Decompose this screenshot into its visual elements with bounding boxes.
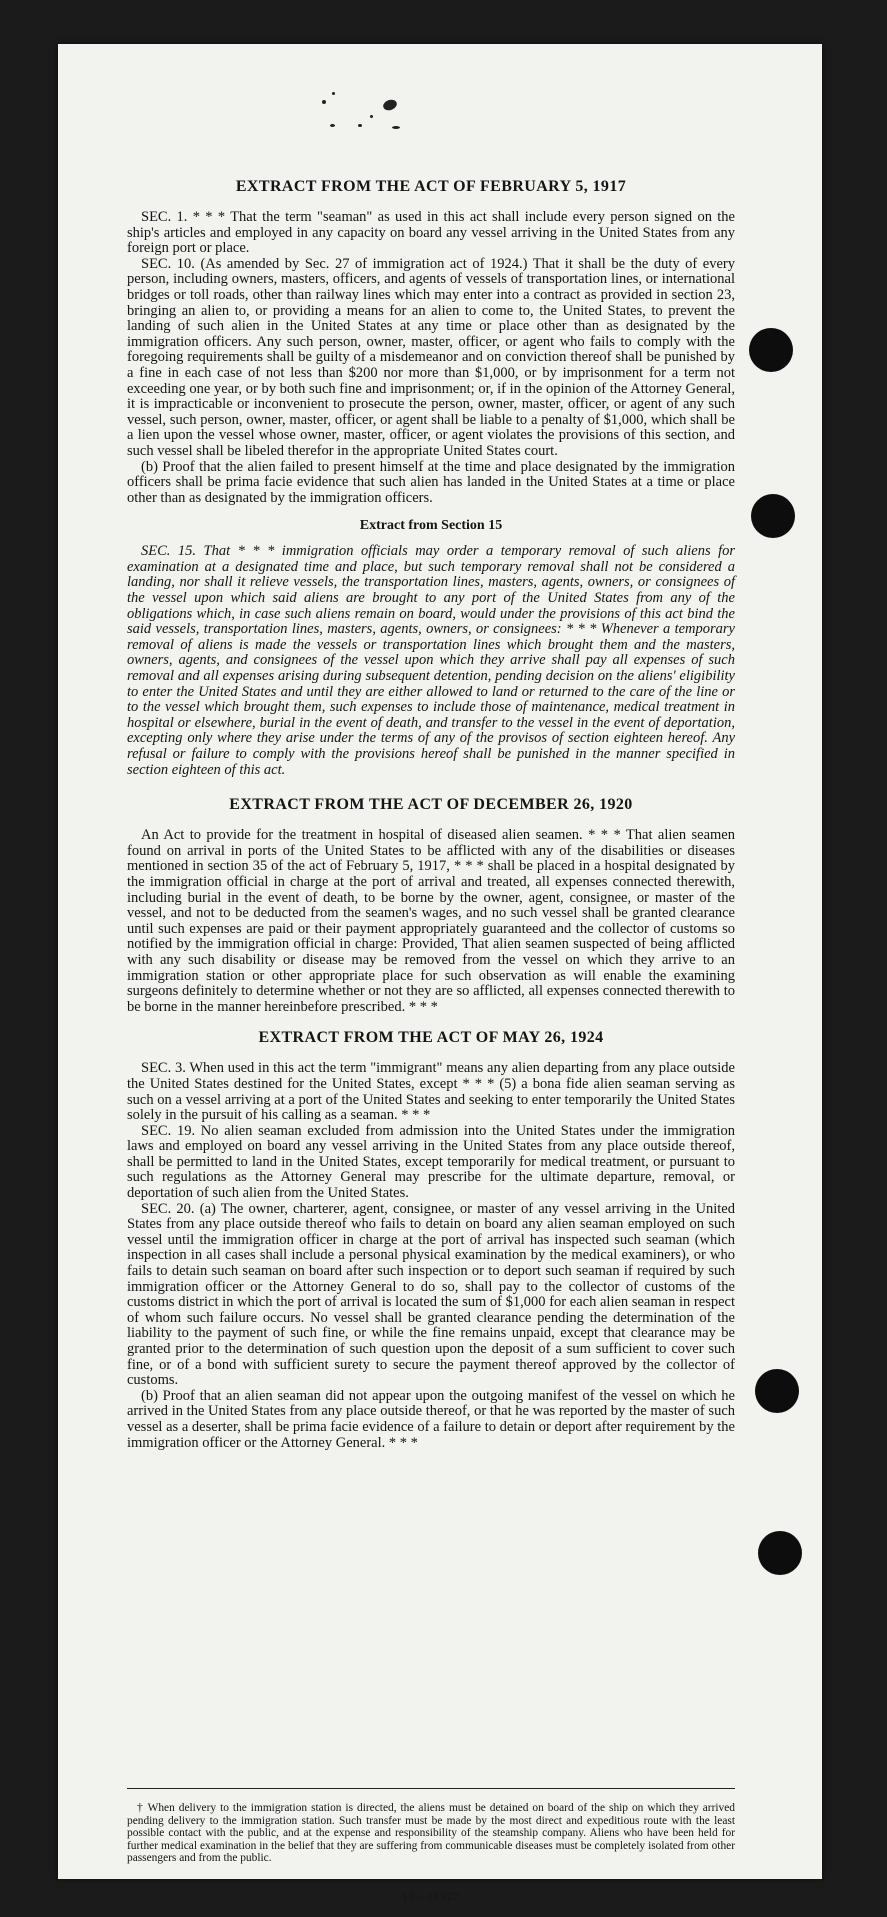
section-heading: EXTRACT FROM THE ACT OF DECEMBER 26, 1920	[229, 796, 633, 814]
ink-speck	[332, 92, 335, 95]
paragraph: SEC. 10. (As amended by Sec. 27 of immigration act of 1924.) That it shall be the duty of every person, including owners, masters, officers, and agents of vessels of transportation lines, or international bridges or toll roads, other than railway lines which may enter into a contract as provided in section 23, bringing an alien to, or providing a means for an alien to come to, the United States, to prevent the landing of such alien in the United States at any time or place other than as designated by the immigration officers. Any such person, owner, master, officer, or agent who fails to comply with the foregoing requirements shall be guilty of a misdemeanor and on conviction thereof shall be punished by a fine in each case of not less than $200 nor more than $1,000, or by imprisonment for a term not exceeding one year, or by both such fine and imprisonment; or, if in the opinion of the Attorney General, it is impracticable or inconvenient to prosecute the person, owner, master, officer, or agent of any such vessel, such person, owner, master, officer, or agent shall be liable to a penalty of $1,000, which shall be a lien upon the vessel whose owner, master, officer, or agent violates the provisions of this section, and such vessel shall be libeled therefor in the appropriate United States court.	[127, 255, 735, 459]
paragraph: An Act to provide for the treatment in hospital of diseased alien seamen. * * * That alien seamen found on arrival in ports of the United States to be afflicted with any of the disabilities or diseases mentioned in section 35 of the act of February 5, 1917, * * * shall be placed in a hospital designated by the immigration official in charge at the port of arrival and treated, all expenses connected therewith, including burial in the event of death, to be borne by the owner, agent, consignee, or master of the vessel, and not to be deducted from the seamen's wages, and no such vessel shall be granted clearance until such expenses are paid or their payment appropriately guaranteed and the collector of customs so notified by the immigration official in charge: Provided, That alien seamen suspected of being afflicted with any such disability or disease may be removed from the vessel on which they arrive to an immigration station or other appropriate place for such observation as will enable the examining surgeons definitely to determine whether or not they are so afflicted, all expenses connected therewith to be borne in the manner hereinbefore prescribed. * * *	[127, 827, 735, 1015]
ink-speck	[382, 98, 399, 112]
paragraph: SEC. 3. When used in this act the term "immigrant" means any alien departing from any place outside the United States destined for the United States, except * * * (5) a bona fide alien seaman serving as such on a vessel arriving at a port of the United States and seeking to enter temporarily the United States solely in the pursuit of his calling as a seaman. * * *	[127, 1060, 735, 1124]
binding-hole	[758, 1531, 802, 1575]
binding-hole	[751, 494, 795, 538]
section-heading: Extract from Section 15	[359, 518, 503, 534]
document-page	[58, 44, 822, 1903]
footnote-divider	[127, 1788, 735, 1789]
section-heading: EXTRACT FROM THE ACT OF MAY 26, 1924	[258, 1029, 604, 1047]
binding-hole	[749, 328, 793, 372]
section-15-extract	[127, 518, 735, 778]
page-number: 16—18927	[402, 1891, 460, 1903]
ink-speck	[370, 115, 373, 118]
paragraph: SEC. 20. (a) The owner, charterer, agent, consignee, or master of any vessel arriving in the United States from any place outside thereof who fails to detain on board any alien seaman employed on such vessel until the immigration officer in charge at the port of arrival has inspected such seaman (which inspection in all cases shall include a personal physical examination by the medical examiners), or who fails to detain such seaman on board after such inspection or to deport such seaman if required by such immigration officer or the Attorney General to do so, shall pay to the collector of customs of the customs district in which the port of arrival is located the sum of $1,000 for each alien seaman in respect of whom such failure occurs. No vessel shall be granted clearance pending the determination of the liability to the payment of such fine, or while the fine remains unpaid, except that clearance may be granted prior to the determination of such question upon the deposit of a sum sufficient to cover such fine, or of a bond with sufficient surety to secure the payment thereof approved by the collector of customs.	[127, 1200, 735, 1389]
paragraph: (b) Proof that the alien failed to present himself at the time and place designated by the immigration officers shall be prima facie evidence that such alien has landed in the United States at a time or place other than as designated by the immigration officers.	[127, 458, 735, 506]
paragraph: SEC. 19. No alien seaman excluded from admission into the United States under the immigration laws and employed on board any vessel arriving in the United States from any place outside thereof, shall be permitted to land in the United States, except temporarily for medical treatment, or pursuant to such regulations as the Attorney General may prescribe for the ultimate departure, removal, or deportation of such alien from the United States.	[127, 1122, 735, 1202]
document-body	[127, 178, 735, 1903]
section-act-1917	[127, 178, 735, 506]
ink-speck	[392, 126, 400, 129]
section-heading: EXTRACT FROM THE ACT OF FEBRUARY 5, 1917	[235, 178, 627, 195]
footnote: † When delivery to the immigration station is directed, the aliens must be detained on board of the ship on which they arrived pending delivery to the immigration station. Such transfer must be made by the most direct and expeditious route with the least possible contact with the public, and at the expense and responsibility of the steamship company. Aliens who have been held for further medical examination in the belief that they are suffering from communicable diseases must be completely isolated from other passengers and from the public.	[127, 1802, 735, 1865]
ink-speck	[358, 124, 362, 127]
paragraph: SEC. 1. * * * That the term "seaman" as used in this act shall include every person signed on the ship's articles and employed in any capacity on board any vessel arriving in the United States from any foreign port or place.	[127, 209, 735, 257]
paragraph: SEC. 15. That * * * immigration officials may order a temporary removal of such aliens for examination at a designated time and place, but such temporary removal shall not be considered a landing, nor shall it relieve vessels, the transportation lines, masters, agents, owners, or consignees of the vessel upon which said aliens are brought to any port of the United States from any of the obligations which, in case such aliens remain on board, would under the provisions of this act bind the said vessels, transportation lines, masters, agents, owners, or consignees: * * * Whenever a temporary removal of aliens is made the vessels or transportation lines which brought them and the masters, owners, agents, and consignees of the vessel upon which they arrive shall pay all expenses of such removal and all expenses arising during subsequent detention, pending decision on the aliens' eligibility to enter the United States and until they are either allowed to land or returned to the care of the line or to the vessel which brought them, such expenses to include those of maintenance, medical treatment in hospital or elsewhere, burial in the event of death, and transfer to the vessel in the event of deportation, excepting only where they arise under the terms of any of the provisos of section eighteen hereof. Any refusal or failure to comply with the provisions hereof shall be punished in the manner specified in section eighteen of this act.	[127, 543, 735, 778]
paragraph: (b) Proof that an alien seaman did not appear upon the outgoing manifest of the vessel on which he arrived in the United States from any place outside thereof, or that he was reported by the master of such vessel as a deserter, shall be prima facie evidence of a failure to detain or deport after requirement by the immigration officer or the Attorney General. * * *	[127, 1387, 735, 1451]
section-act-1924	[127, 1029, 735, 1451]
binding-hole	[755, 1369, 799, 1413]
ink-speck	[322, 100, 326, 104]
section-act-1920	[127, 796, 735, 1015]
ink-speck	[330, 124, 335, 127]
